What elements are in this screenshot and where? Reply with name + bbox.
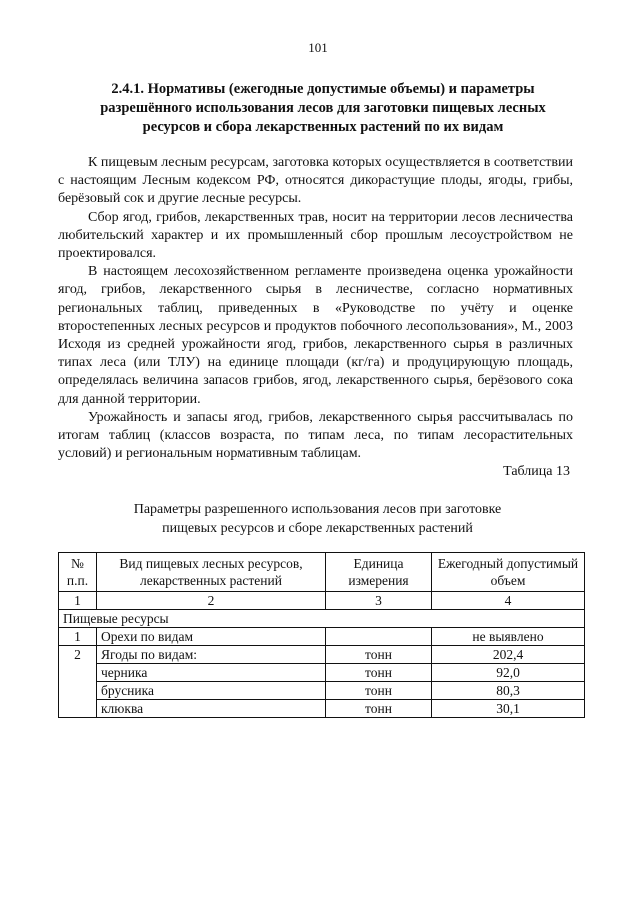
parameters-table (58, 552, 585, 718)
page-number: 101 (308, 40, 328, 55)
paragraph: В настоящем лесохозяйственном регламенте произведена оценка урожайности ягод, грибов, лекарственного сырья в лесничестве, согласно нормативных региональных таблиц, приведенных в «Руководстве по учёту и оценке второстепенных лесных ресурсов и продуктов побочного лесопользования», М., 2003 Исходя из средней урожайности ягод, грибов, лекарственного сырья в различных типах леса (или ТЛУ) на единице площади (кг/га) и продуцирующую площадь, определялась величина запасов грибов, ягод, лекарственного сырья, берёзового сока для данной территории. (58, 264, 573, 407)
row-num (59, 700, 97, 718)
paragraph: Урожайность и запасы ягод, грибов, лекарственного сырья рассчитывалась по итогам таблиц (классов возраста, по типам леса, по типам лесорастительных условий) и региональным нормативным таблицам. (58, 409, 573, 462)
table-caption-line: пищевых ресурсов и сборе лекарственных растений (162, 521, 473, 536)
row-num: 1 (59, 628, 97, 646)
row-name: Орехи по видам (97, 628, 326, 646)
row-value: 92,0 (432, 664, 585, 682)
header-resource: Вид пищевых лесных ресурсов, лекарственных растений (97, 553, 326, 592)
row-value: 80,3 (432, 682, 585, 700)
row-name: клюква (97, 700, 326, 718)
header-num: № п.п. (59, 553, 97, 592)
row-num (59, 664, 97, 682)
row-num: 2 (59, 646, 97, 664)
table-row (59, 646, 585, 664)
row-unit: тонн (326, 646, 432, 664)
section-row (59, 610, 585, 628)
table-row (59, 628, 585, 646)
row-unit: тонн (326, 682, 432, 700)
row-num (59, 682, 97, 700)
table-caption (60, 500, 575, 538)
table-row (59, 682, 585, 700)
section-heading: 2.4.1. Нормативы (ежегодные допустимые объемы) и параметры разрешённого использования лесов для заготовки пищевых лесных ресурсов и сбора лекарственных растений по их видам (100, 81, 546, 135)
row-name: Ягоды по видам: (97, 646, 326, 664)
row-name: брусника (97, 682, 326, 700)
header-unit: Единица измерения (326, 553, 432, 592)
col-number: 4 (432, 592, 585, 610)
column-number-row (59, 592, 585, 610)
row-value: 202,4 (432, 646, 585, 664)
row-name: черника (97, 664, 326, 682)
table-caption-line: Параметры разрешенного использования лесов при заготовке (133, 502, 502, 517)
header-volume: Ежегодный допустимый объем (432, 553, 585, 592)
row-value: не выявлено (432, 628, 585, 646)
table-header-row (59, 553, 585, 592)
table-label: Таблица 13 (503, 464, 570, 479)
paragraph: К пищевым лесным ресурсам, заготовка которых осуществляется в соответствии с настоящим Лесным кодексом РФ, относятся дикорастущие плоды, ягоды, грибы, берёзовый сок и другие лесные ресурсы. (58, 155, 573, 207)
col-number: 2 (97, 592, 326, 610)
col-number: 3 (326, 592, 432, 610)
section-label: Пищевые ресурсы (59, 610, 585, 628)
paragraph: Сбор ягод, грибов, лекарственных трав, носит на территории лесов лесничества любительский характер и их промышленный сбор прошлым лесоустройством не проектировался. (58, 209, 573, 262)
col-number: 1 (59, 592, 97, 610)
row-unit: тонн (326, 700, 432, 718)
table-row (59, 700, 585, 718)
row-unit: тонн (326, 664, 432, 682)
body-text (58, 154, 573, 463)
row-unit (326, 628, 432, 646)
table-row (59, 664, 585, 682)
row-value: 30,1 (432, 700, 585, 718)
